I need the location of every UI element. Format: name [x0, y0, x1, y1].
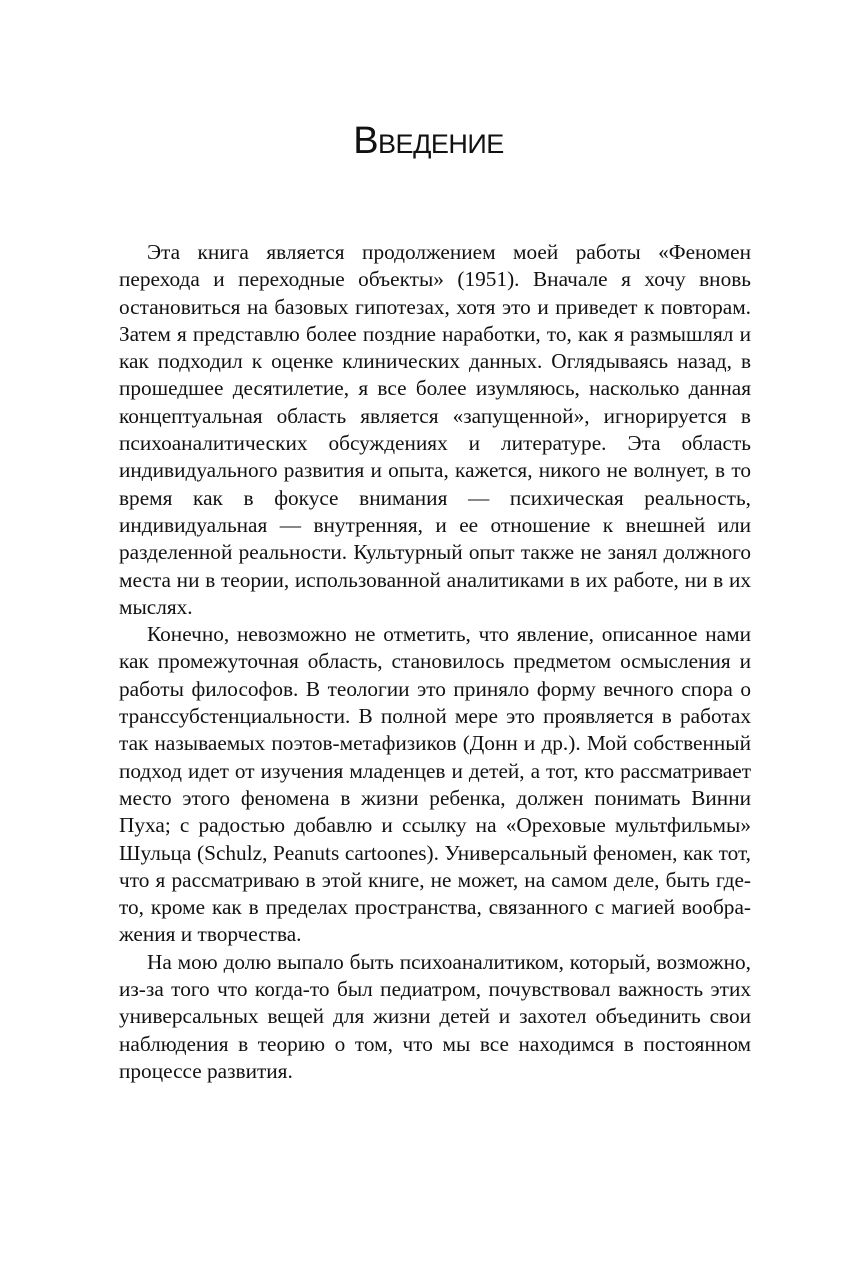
paragraph-3: На мою долю выпало быть психоаналитиком, который, возможно, из-за того что когда-то был педиатром, почувствовал важность этих универсальных вещей для жизни детей и захотел объединить свои наблюдения в теорию о том, что мы все находимся в постоянном процессе развития. [119, 949, 751, 1083]
paragraph-2: Конечно, невозможно не отметить, что явление, описанное нами как промежуточная область, становилось предметом осмысления и работы философов. В теологии это приняло форму вечного спора о транссубстенциальности. В полной мере это проявляется в работах так называемых поэтов-метафизиков (Донн и др.). Мой собственный подход идет от изучения младенцев и детей, а тот, кто рассматривает место этого феномена в жизни ребенка, должен понимать Винни Пуха; с радостью добавлю и ссылку на «Ореховые мультфильмы» Шульца (Schulz, Peanuts cartoones). Универсальный феномен, как тот, что я рассматриваю в этой книге, не может, на самом деле, быть где-то, кроме как в пределах пространства, связанного с магией воображения и творчества. [119, 622, 751, 947]
body-text [119, 239, 751, 1085]
paragraph-1: Эта книга является продолжением моей работы «Феномен перехода и переходные объекты» (1951). Вначале я хочу вновь остановиться на базовых гипотезах, хотя это и приведет к повторам. Затем я представлю более поздние наработки, то, как я размышлял и как подходил к оценке клинических данных. Оглядываясь назад, в прошедшее десятилетие, я все более изумляюсь, насколько данная концептуальная область является «запущенной», игнорируется в психоаналитических обсуждениях и литературе. Эта область индивидуального развития и опыта, кажется, никого не волнует, в то время как в фокусе внимания — психическая реальность, индивидуальная — внутренняя, и ее отношение к внешней или разделенной реальности. Культурный опыт также не занял должного места ни в теории, использованной аналитиками в их работе, ни в их мыслях. [119, 240, 751, 619]
chapter-title: Введение [353, 120, 504, 162]
